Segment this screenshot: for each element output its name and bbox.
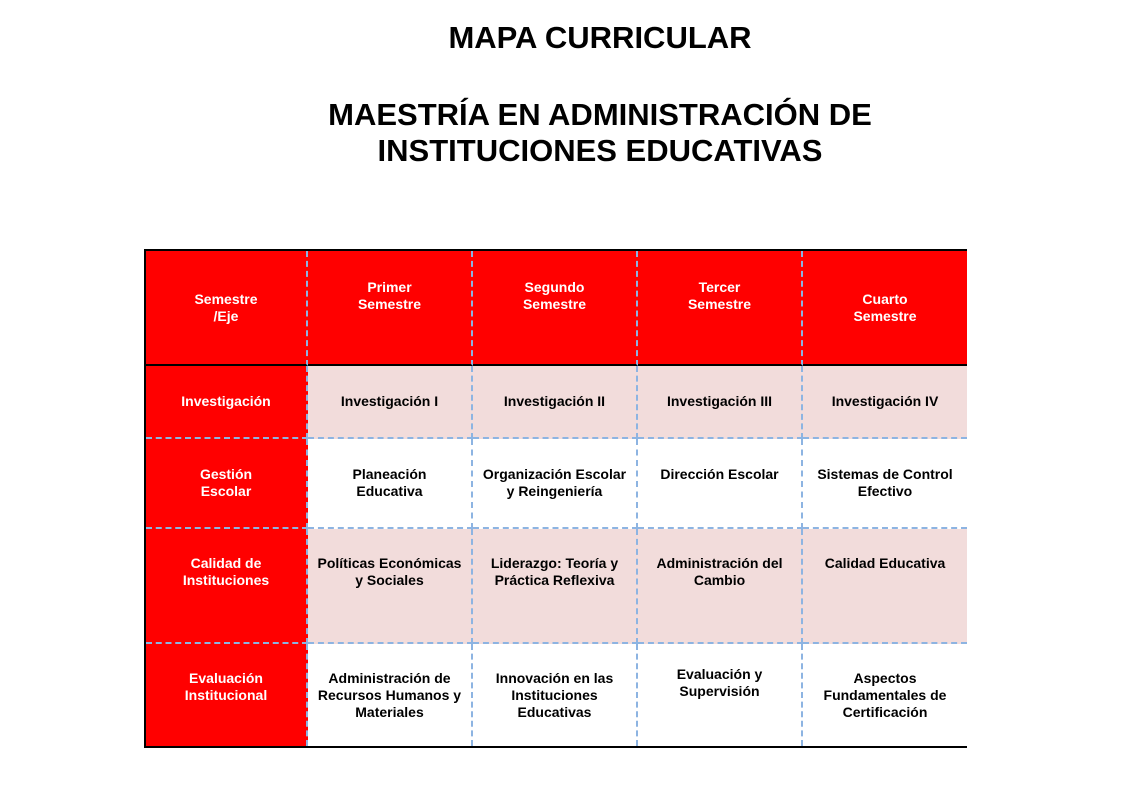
course-cell: Liderazgo: Teoría y Práctica Reflexiva (473, 529, 638, 644)
course-cell: Dirección Escolar (638, 439, 803, 529)
semester-header: Cuarto Semestre (803, 251, 967, 366)
course-cell: Aspectos Fundamentales de Certificación (803, 644, 967, 746)
course-cell: Investigación IV (803, 366, 967, 439)
table-corner-header: Semestre /Eje (146, 251, 308, 366)
course-cell: Políticas Económicas y Sociales (308, 529, 473, 644)
course-cell: Evaluación y Supervisión (638, 644, 803, 746)
axis-label: Investigación (146, 366, 308, 439)
axis-label: Evaluación Institucional (146, 644, 308, 746)
course-cell: Administración de Recursos Humanos y Materiales (308, 644, 473, 746)
page-subtitle: MAESTRÍA EN ADMINISTRACIÓN DE INSTITUCIONES EDUCATIVAS (328, 97, 872, 168)
course-cell: Sistemas de Control Efectivo (803, 439, 967, 529)
course-cell: Investigación III (638, 366, 803, 439)
course-cell: Planeación Educativa (308, 439, 473, 529)
course-cell: Investigación II (473, 366, 638, 439)
course-cell: Innovación en las Instituciones Educativas (473, 644, 638, 746)
course-cell: Investigación I (308, 366, 473, 439)
semester-header: Tercer Semestre (638, 251, 803, 366)
semester-header: Segundo Semestre (473, 251, 638, 366)
course-cell: Calidad Educativa (803, 529, 967, 644)
course-cell: Organización Escolar y Reingeniería (473, 439, 638, 529)
course-cell: Administración del Cambio (638, 529, 803, 644)
curriculum-table (144, 249, 967, 748)
semester-header: Primer Semestre (308, 251, 473, 366)
page-title: MAPA CURRICULAR (448, 20, 752, 55)
axis-label: Calidad de Instituciones (146, 529, 308, 644)
axis-label: Gestión Escolar (146, 439, 308, 529)
